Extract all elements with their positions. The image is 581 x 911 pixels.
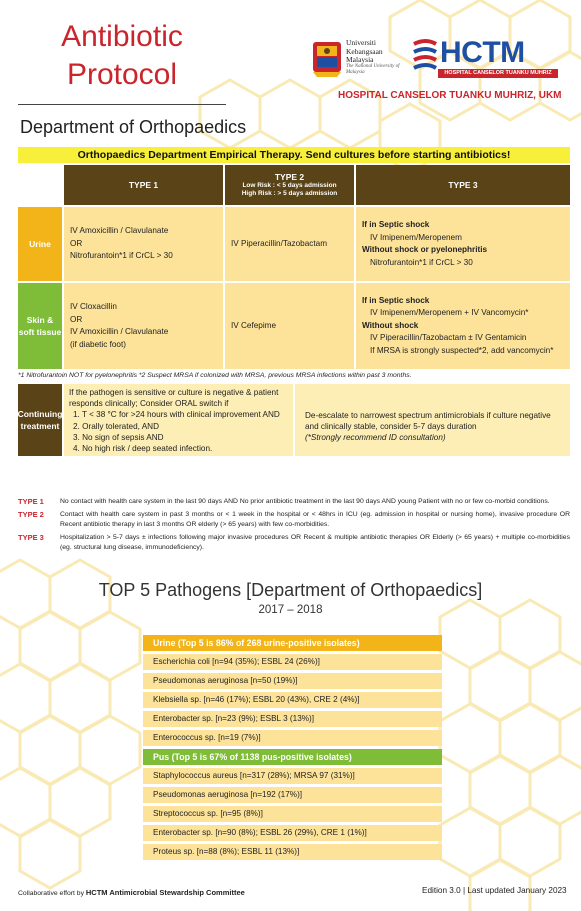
list-item: Pseudomonas aeruginosa [n=192 (17%)]	[143, 787, 442, 803]
definition-key: TYPE 2	[18, 510, 44, 519]
collaboration-credit	[18, 888, 245, 897]
edition-info: Edition 3.0 | Last updated January 2023	[422, 886, 567, 895]
definition-key: TYPE 1	[18, 497, 44, 506]
skin-type-2-cell	[225, 283, 354, 369]
hctm-subtitle: HOSPITAL CANSELOR TUANKU MUHRIZ	[438, 69, 558, 78]
urine-type-1-cell	[64, 207, 223, 281]
hctm-wordmark: HCTM	[440, 36, 525, 69]
definition-text: Contact with health care system in past 3 months or < 1 week in the hospital or < 48hrs in ICU (eg. admission in hospital or nursing home), invasive procedure OR Recent antibiotic therapy in last 3 months OR elderly (> 65 years) with few co-morbidities.	[60, 511, 570, 528]
urine-t1-line: IV Amoxicillin / Clavulanate	[70, 226, 169, 236]
hctm-swoosh-icon	[410, 38, 440, 72]
ukm-line: Malaysia	[346, 55, 374, 64]
definition-row	[18, 510, 570, 530]
hctm-logo	[410, 36, 560, 80]
department-name: Department of Orthopaedics	[20, 117, 247, 137]
urine-t2-line: IV Piperacillin/Tazobactam	[231, 238, 328, 248]
definition-text: No contact with health care system in the last 90 days AND No prior antibiotic treatment in the last 90 days AND young Patient with no or few co-morbid conditions.	[60, 498, 550, 505]
oral-switch-intro: If the pathogen is sensitive or culture is negative & patient responds clinically; Consider ORAL switch if	[69, 388, 279, 409]
header-type-2	[225, 165, 354, 205]
skin-type-1-cell	[64, 283, 223, 369]
definition-row	[18, 497, 570, 507]
definition-row	[18, 533, 570, 553]
list-item: Klebsiella sp. [n=46 (17%); ESBL 20 (43%), CRE 2 (4%)]	[143, 692, 442, 708]
ukm-line: Kebangsaan	[346, 46, 383, 56]
urine-t1-line: OR	[70, 238, 83, 248]
pathogen-list	[143, 635, 442, 863]
title-line-1: Antibiotic	[61, 20, 183, 53]
skin-t1-line: OR	[70, 314, 83, 324]
list-item: Escherichia coli [n=94 (35%); ESBL 24 (26%)]	[143, 654, 442, 670]
row-label-urine	[18, 207, 62, 281]
definition-text: Hospitalization > 5-7 days ± infections following major invasive procedures OR Recent & multiple antibiotic therapies OR Elderly (> 65 years) + multiple co-morbidities (eg. structural lung disease, immunodeficiency).	[60, 534, 570, 551]
urine-t3-line: Without shock or pyelonephritis	[362, 245, 488, 254]
oral-switch-item: 1. T < 38 °C for >24 hours with clinical improvement AND	[73, 410, 280, 420]
header-type-3-label: TYPE 3	[448, 180, 478, 190]
continuing-treatment-label-text: Continuing treatment	[17, 409, 63, 431]
list-item: Enterococcus sp. [n=19 (7%)]	[143, 730, 442, 746]
ukm-line: Universiti	[346, 38, 376, 47]
header-type-3	[356, 165, 570, 205]
skin-t3-line: If in Septic shock	[362, 295, 430, 305]
row-label-urine-text: Urine	[29, 239, 51, 249]
skin-t3-line: Without shock	[362, 320, 419, 330]
ukm-tagline: The National University of Malaysia	[346, 64, 400, 75]
oral-switch-criteria	[64, 384, 293, 456]
header-type-1	[64, 165, 223, 205]
oral-switch-item: 3. No sign of sepsis AND	[73, 432, 164, 442]
row-label-skin-text: Skin & soft tissue	[18, 315, 62, 337]
urine-t3-line: IV Imipenem/Meropenem	[370, 232, 462, 242]
top5-title: TOP 5 Pathogens [Department of Orthopaedics]	[98, 580, 483, 600]
header-type-2-low-risk: Low Risk : < 5 days admission	[242, 182, 337, 189]
skin-t1-line: (if diabetic foot)	[70, 339, 126, 349]
type-definitions	[18, 497, 570, 556]
collab-committee: HCTM Antimicrobial Stewardship Committee	[85, 888, 245, 897]
hospital-name: HOSPITAL CANSELOR TUANKU MUHRIZ, UKM	[338, 90, 562, 101]
ukm-crest-icon	[310, 38, 344, 78]
skin-t2-line: IV Cefepime	[231, 320, 277, 330]
urine-t3-line: Nitrofurantoin*1 if CrCL > 30	[370, 257, 473, 267]
header-type-2-high-risk: High Risk : > 5 days admission	[241, 190, 338, 197]
list-item: Enterobacter sp. [n=90 (8%); ESBL 26 (29%), CRE 1 (1%)]	[143, 825, 442, 841]
skin-t3-line: IV Imipenem/Meropenem + IV Vancomycin*	[370, 308, 529, 318]
skin-t1-line: IV Amoxicillin / Clavulanate	[70, 327, 169, 336]
empirical-therapy-banner: Orthopaedics Department Empirical Therapy. Send cultures before starting antibiotics!	[18, 147, 570, 163]
list-item: Staphylococcus aureus [n=317 (28%); MRSA 97 (31%)]	[143, 768, 442, 784]
list-item: Proteus sp. [n=88 (8%); ESBL 11 (13%)]	[143, 844, 442, 860]
de-escalation-text: De-escalate to narrowest spectrum antimicrobials if culture negative and clinically stable, consider 5-7 days duration	[305, 411, 551, 432]
list-item: Enterobacter sp. [n=23 (9%); ESBL 3 (13%)]	[143, 711, 442, 727]
definition-key: TYPE 3	[18, 533, 44, 542]
ukm-logo	[310, 38, 405, 80]
urine-type-2-cell	[225, 207, 354, 281]
urine-t1-line: Nitrofurantoin*1 if CrCL > 30	[70, 251, 173, 261]
top5-years: 2017 – 2018	[258, 604, 323, 616]
oral-switch-item: 2. Orally tolerated, AND	[73, 421, 160, 431]
list-item: Streptococcus sp. [n=95 (8%)]	[143, 806, 442, 822]
oral-switch-item: 4. No high risk / deep seated infection.	[73, 444, 213, 454]
page-title	[22, 18, 222, 94]
list-item: Pseudomonas aeruginosa [n=50 (19%)]	[143, 673, 442, 689]
de-escalation-note	[295, 384, 570, 456]
pus-pathogens-header: Pus (Top 5 is 67% of 1138 pus-positive isolates)	[143, 749, 442, 765]
header-type-2-label: TYPE 2	[274, 172, 305, 182]
skin-t3-line: If MRSA is strongly suspected*2, add vancomycin*	[370, 345, 554, 355]
title-line-2: Protocol	[66, 58, 178, 91]
header-type-1-label: TYPE 1	[128, 180, 159, 190]
row-label-skin	[18, 283, 62, 369]
collab-prefix: Collaborative effort by	[18, 890, 84, 897]
table-footnote: *1 Nitrofurantoin NOT for pyelonephritis *2 Suspect MRSA if colonized with MRSA, previous MRSA infections within past 3 months.	[18, 372, 412, 379]
skin-t3-line: IV Piperacillin/Tazobactam ± IV Gentamicin	[370, 333, 527, 343]
id-consult-note: (*Strongly recommend ID consultation)	[305, 433, 446, 443]
title-divider	[18, 104, 226, 105]
skin-t1-line: IV Cloxacillin	[70, 302, 117, 311]
continuing-treatment-label	[18, 384, 62, 456]
skin-type-3-cell	[356, 283, 570, 369]
ukm-name	[346, 39, 383, 65]
urine-t3-line: If in Septic shock	[362, 220, 430, 229]
urine-pathogens-header: Urine (Top 5 is 86% of 268 urine-positive isolates)	[143, 635, 442, 651]
urine-type-3-cell	[356, 207, 570, 281]
